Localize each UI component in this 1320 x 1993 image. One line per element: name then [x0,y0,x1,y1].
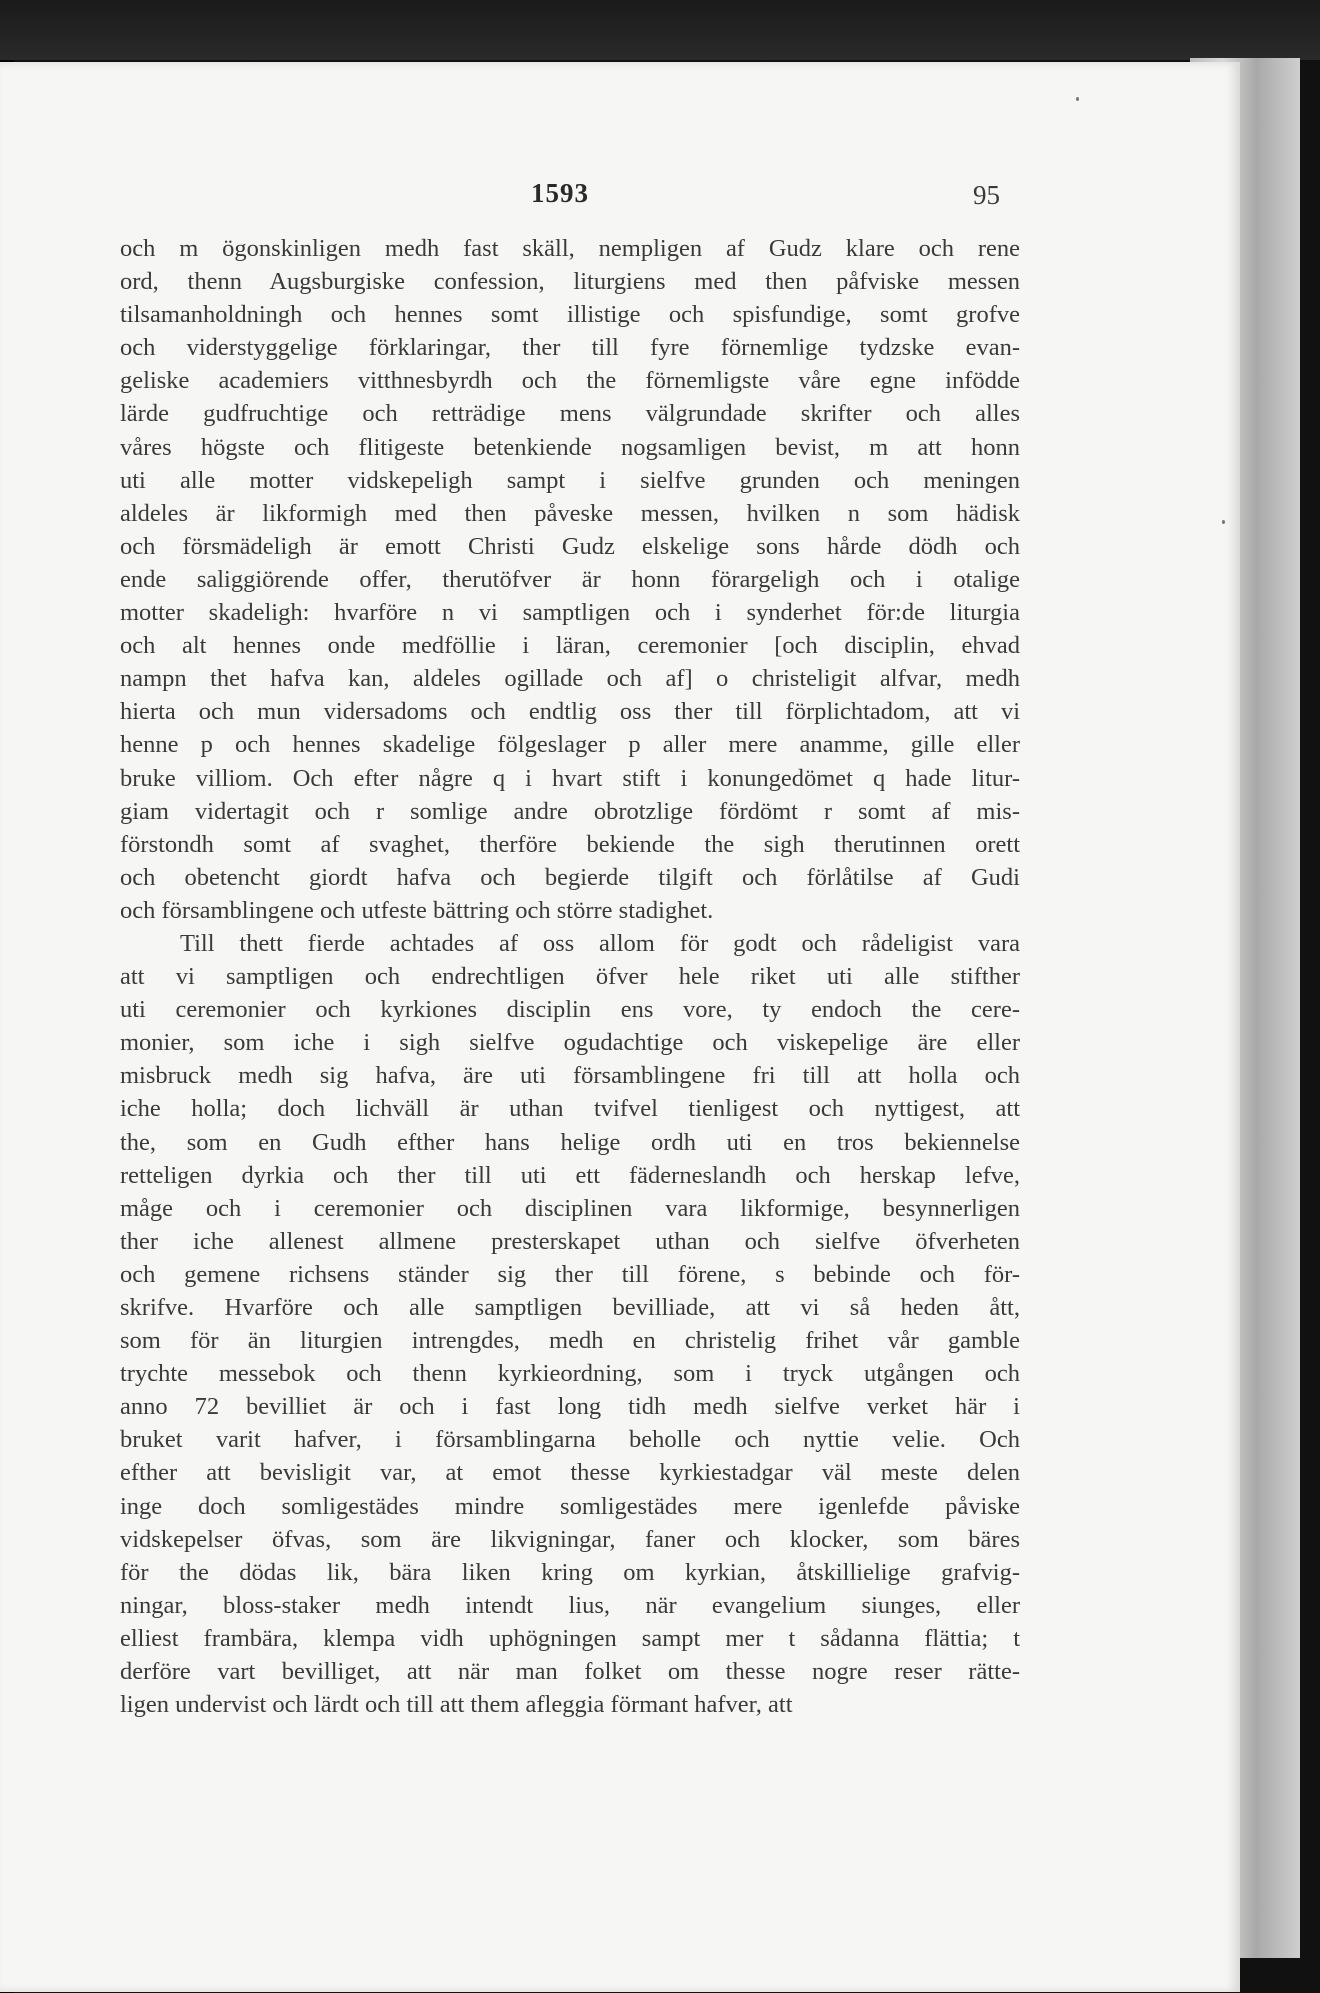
text-line: motter skadeligh: hvarföre n vi samptligen och i synderhet för:de liturgia [120,599,1020,627]
text-line: trychte messebok och thenn kyrkieordning, som i tryck utgången och [120,1360,1020,1388]
body-text [120,232,1020,1721]
text-line: och församblingene och utfeste bättring och större stadighet. [120,896,714,924]
text-line: elliest frambära, klempa vidh uphögningen sampt mer t sådanna flättia; t [120,1624,1020,1652]
text-line: inge doch somligestädes mindre somligestädes mere igenlefde påviske [120,1492,1020,1520]
text-line: monier, som iche i sigh sielfve ogudachtige och viskepelige äre eller [120,1029,1020,1057]
text-line: the, som en Gudh efther hans helige ordh uti en tros bekiennelse [120,1128,1020,1156]
text-line: ende saliggiörende offer, therutöfver är honn förargeligh och i otalige [120,565,1020,593]
text-line: ligen undervist och lärdt och till att them afleggia förmant hafver, att [120,1691,793,1719]
text-line: och m ögonskinligen medh fast skäll, nempligen af Gudz klare och rene [120,235,1020,262]
text-line: förstondh somt af svaghet, therföre bekiende the sigh therutinnen orett [120,830,1020,858]
text-line: giam vidertagit och r somlige andre obrotzlige fördömt r somt af mis- [120,797,1020,825]
text-line: och viderstyggelige förklaringar, ther till fyre förnemlige tydzske evan- [120,334,1020,362]
text-line: tilsamanholdningh och hennes somt illistige och spisfundige, somt grofve [120,301,1020,329]
text-line: och obetencht giordt hafva och begierde tilgift och förlåtilse af Gudi [120,863,1020,891]
text-line: vidskepelser öfvas, som äre likvigningar, faner och klocker, som bäres [120,1525,1020,1553]
text-line: uti ceremonier och kyrkiones disciplin ens vore, ty endoch the cere- [120,996,1020,1024]
text-line: Till thett fierde achtades af oss allom för godt och rådeligist vara [180,929,1020,957]
text-line: ord, thenn Augsburgiske confession, liturgiens med then påfviske messen [120,268,1020,296]
scan-speck [1222,520,1225,524]
text-line: anno 72 bevilliet är och i fast long tidh medh sielfve verket här i [120,1393,1020,1421]
running-head-year: 1593 [531,178,589,208]
text-line: ther iche allenest allmene presterskapet uthan och sielfve öfverheten [120,1227,1020,1255]
text-line: derföre vart bevilliget, att när man folket om thesse nogre reser rätte- [120,1658,1020,1686]
text-line: bruke villiom. Och efter någre q i hvart stift i konungedömet q hade litur- [120,764,1020,792]
text-line: retteligen dyrkia och ther till uti ett fäderneslandh och herskap lefve, [120,1161,1020,1189]
text-line: hierta och mun vidersadoms och endtlig oss ther till förplichtadom, att vi [120,698,1020,726]
text-line: misbruck medh sig hafva, äre uti församblingene fri till att holla och [120,1062,1020,1090]
text-line: efther att bevisligit var, at emot thesse kyrkiestadgar väl meste delen [120,1459,1020,1487]
text-line: som för än liturgien intrengdes, medh en christelig frihet vår gamble [120,1327,1020,1355]
text-line: nampn thet hafva kan, aldeles ogillade och af] o christeligit alfvar, medh [120,665,1020,693]
text-line: och gemene richsens ständer sig ther till förene, s bebinde och för- [120,1260,1020,1288]
text-line: måge och i ceremonier och disciplinen vara likformige, besynnerligen [120,1194,1020,1222]
text-line: uti alle motter vidskepeligh sampt i sielfve grunden och meningen [120,466,1020,494]
scan-speck [1076,97,1079,101]
text-line: skrifve. Hvarföre och alle samptligen bevilliade, att vi så heden ått, [120,1294,1020,1321]
text-line: geliske academiers vitthnesbyrdh och the förnemligste våre egne infödde [120,367,1020,395]
page-header [120,178,1000,218]
page-number: 95 [973,180,1000,210]
text-line: ningar, bloss-staker medh intendt lius, när evangelium siunges, eller [120,1591,1020,1619]
text-line: för the dödas lik, bära liken kring om kyrkian, åtskillielige grafvig- [120,1558,1020,1586]
text-line: och försmädeligh är emott Christi Gudz elskelige sons hårde dödh och [120,532,1020,560]
text-line: iche holla; doch lichväll är uthan tvifvel tienligest och nyttigest, att [120,1095,1020,1123]
scan-border [0,0,1320,60]
text-line: att vi samptligen och endrechtligen öfver hele riket uti alle stifther [120,963,1020,991]
text-line: bruket varit hafver, i församblingarna beholle och nyttie velie. Och [120,1426,1020,1454]
text-line: aldeles är likformigh med then påveske messen, hvilken n som hädisk [120,499,1020,527]
text-line: henne p och hennes skadelige fölgeslager p aller mere anamme, gille eller [120,731,1020,759]
text-line: och alt hennes onde medföllie i läran, ceremonier [och disciplin, ehvad [120,632,1020,660]
text-line: lärde gudfruchtige och retträdige mens välgrundade skrifter och alles [120,400,1020,428]
text-line: våres högste och flitigeste betenkiende nogsamligen bevist, m att honn [120,433,1020,461]
